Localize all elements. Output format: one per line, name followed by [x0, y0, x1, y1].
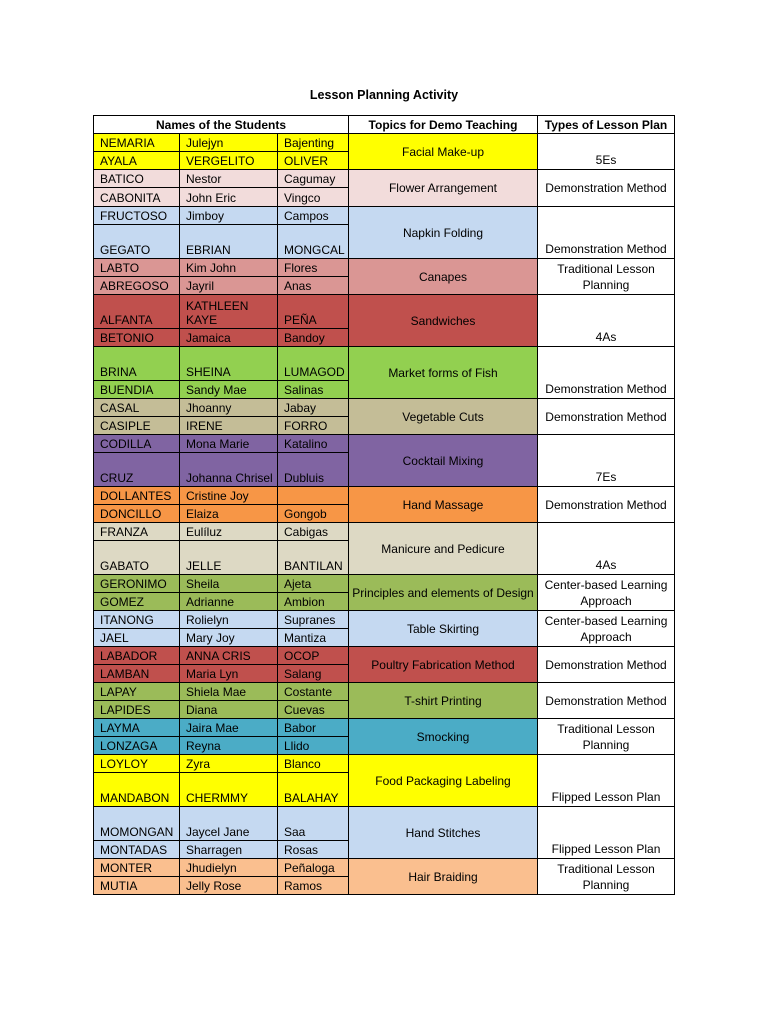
student-middle-name: Mantiza: [278, 629, 349, 647]
student-first-name: Julejyn: [180, 134, 278, 152]
student-first-name: Mary Joy: [180, 629, 278, 647]
student-first-name: Elaiza: [180, 505, 278, 523]
student-middle-name: Jabay: [278, 399, 349, 417]
student-middle-name: Cuevas: [278, 701, 349, 719]
lesson-plan-type: Demonstration Method: [538, 399, 675, 435]
table-row: [94, 487, 675, 505]
demo-topic: Market forms of Fish: [349, 347, 538, 399]
student-last-name: CABONITA: [94, 188, 180, 207]
lesson-plan-type: Demonstration Method: [538, 207, 675, 259]
page-title: Lesson Planning Activity: [309, 88, 459, 102]
student-last-name: DONCILLO: [94, 505, 180, 523]
student-first-name: Jayril: [180, 277, 278, 295]
demo-topic: Poultry Fabrication Method: [349, 647, 538, 683]
student-middle-name: Cabigas: [278, 523, 349, 541]
table-row: [94, 435, 675, 453]
demo-topic: Smocking: [349, 719, 538, 755]
student-first-name: Sheila: [180, 575, 278, 593]
student-last-name: CASIPLE: [94, 417, 180, 435]
student-last-name: BETONIO: [94, 329, 180, 347]
table-row: [94, 259, 675, 277]
student-middle-name: Cagumay: [278, 170, 349, 188]
demo-topic: Hair Braiding: [349, 859, 538, 895]
student-last-name: LAPAY: [94, 683, 180, 701]
student-last-name: GABATO: [94, 541, 180, 575]
student-last-name: MUTIA: [94, 877, 180, 895]
student-last-name: LONZAGA: [94, 737, 180, 755]
lesson-plan-type: Traditional Lesson Planning: [538, 719, 675, 755]
student-middle-name: Flores: [278, 259, 349, 277]
student-middle-name: BALAHAY: [278, 773, 349, 807]
student-middle-name: Babor: [278, 719, 349, 737]
student-last-name: GOMEZ: [94, 593, 180, 611]
table-row: [94, 807, 675, 841]
demo-topic: Napkin Folding: [349, 207, 538, 259]
student-first-name: Jimboy: [180, 207, 278, 225]
student-first-name: Shiela Mae: [180, 683, 278, 701]
student-middle-name: Costante: [278, 683, 349, 701]
student-first-name: Jaycel Jane: [180, 807, 278, 841]
lesson-plan-type: Flipped Lesson Plan: [538, 755, 675, 807]
student-first-name: Rolielyn: [180, 611, 278, 629]
table-row: [94, 295, 675, 329]
student-last-name: LABADOR: [94, 647, 180, 665]
demo-topic: Canapes: [349, 259, 538, 295]
student-first-name: Sandy Mae: [180, 381, 278, 399]
lesson-plan-type: Traditional Lesson Planning: [538, 859, 675, 895]
table-row: [94, 347, 675, 381]
student-first-name: SHEINA: [180, 347, 278, 381]
demo-topic: Hand Stitches: [349, 807, 538, 859]
student-last-name: MONTER: [94, 859, 180, 877]
lesson-plan-type: 4As: [538, 295, 675, 347]
student-last-name: JAEL: [94, 629, 180, 647]
student-first-name: John Eric: [180, 188, 278, 207]
student-middle-name: Blanco: [278, 755, 349, 773]
lesson-plan-type: Flipped Lesson Plan: [538, 807, 675, 859]
student-first-name: Sharragen: [180, 841, 278, 859]
demo-topic: Vegetable Cuts: [349, 399, 538, 435]
table-row: [94, 170, 675, 188]
student-first-name: Nestor: [180, 170, 278, 188]
student-first-name: Maria Lyn: [180, 665, 278, 683]
student-last-name: CODILLA: [94, 435, 180, 453]
student-last-name: MONTADAS: [94, 841, 180, 859]
student-last-name: MANDABON: [94, 773, 180, 807]
lesson-plan-type: Traditional Lesson Planning: [538, 259, 675, 295]
demo-topic: Hand Massage: [349, 487, 538, 523]
student-first-name: KATHLEEN KAYE: [180, 295, 278, 329]
student-last-name: NEMARIA: [94, 134, 180, 152]
student-middle-name: Gongob: [278, 505, 349, 523]
table-row: [94, 207, 675, 225]
student-first-name: Jhudielyn: [180, 859, 278, 877]
student-middle-name: FORRO: [278, 417, 349, 435]
student-first-name: Kim John: [180, 259, 278, 277]
student-first-name: Diana: [180, 701, 278, 719]
student-first-name: Cristine Joy: [180, 487, 278, 505]
lesson-plan-type: Center-based Learning Approach: [538, 611, 675, 647]
student-last-name: CRUZ: [94, 453, 180, 487]
student-middle-name: Ramos: [278, 877, 349, 895]
student-middle-name: Salinas: [278, 381, 349, 399]
table-row: [94, 859, 675, 877]
student-middle-name: Salang: [278, 665, 349, 683]
header-topics: Topics for Demo Teaching: [349, 116, 538, 134]
student-last-name: ALFANTA: [94, 295, 180, 329]
student-last-name: CASAL: [94, 399, 180, 417]
student-first-name: ANNA CRIS: [180, 647, 278, 665]
header-types: Types of Lesson Plan: [538, 116, 675, 134]
demo-topic: Principles and elements of Design: [349, 575, 538, 611]
student-first-name: CHERMMY: [180, 773, 278, 807]
table-row: [94, 575, 675, 593]
student-last-name: FRANZA: [94, 523, 180, 541]
student-first-name: EBRIAN: [180, 225, 278, 259]
student-middle-name: Rosas: [278, 841, 349, 859]
student-middle-name: Katalino: [278, 435, 349, 453]
student-last-name: BATICO: [94, 170, 180, 188]
student-first-name: IRENE: [180, 417, 278, 435]
student-middle-name: Bajenting: [278, 134, 349, 152]
student-middle-name: OCOP: [278, 647, 349, 665]
student-middle-name: PEÑA: [278, 295, 349, 329]
table-row: [94, 683, 675, 701]
student-middle-name: Anas: [278, 277, 349, 295]
lesson-plan-type: Center-based Learning Approach: [538, 575, 675, 611]
demo-topic: T-shirt Printing: [349, 683, 538, 719]
student-first-name: Zyra: [180, 755, 278, 773]
lesson-plan-type: 7Es: [538, 435, 675, 487]
student-middle-name: Ajeta: [278, 575, 349, 593]
student-last-name: BUENDIA: [94, 381, 180, 399]
student-first-name: Jhoanny: [180, 399, 278, 417]
lesson-plan-type: Demonstration Method: [538, 347, 675, 399]
lesson-plan-type: Demonstration Method: [538, 487, 675, 523]
student-last-name: DOLLANTES: [94, 487, 180, 505]
student-last-name: AYALA: [94, 152, 180, 170]
lesson-planning-table: [93, 115, 675, 895]
table-row: [94, 523, 675, 541]
lesson-plan-type: 4As: [538, 523, 675, 575]
lesson-plan-type: Demonstration Method: [538, 647, 675, 683]
student-last-name: GEGATO: [94, 225, 180, 259]
student-middle-name: Ambion: [278, 593, 349, 611]
student-last-name: LABTO: [94, 259, 180, 277]
table-row: [94, 755, 675, 773]
student-first-name: Jamaica: [180, 329, 278, 347]
student-middle-name: Saa: [278, 807, 349, 841]
lesson-plan-type: Demonstration Method: [538, 683, 675, 719]
lesson-plan-type: Demonstration Method: [538, 170, 675, 207]
table-row: [94, 399, 675, 417]
table-row: [94, 647, 675, 665]
student-last-name: LAPIDES: [94, 701, 180, 719]
table-row: [94, 611, 675, 629]
student-middle-name: Supranes: [278, 611, 349, 629]
student-middle-name: Llido: [278, 737, 349, 755]
student-first-name: JELLE: [180, 541, 278, 575]
header-names: Names of the Students: [94, 116, 349, 134]
lesson-plan-type: 5Es: [538, 134, 675, 170]
student-first-name: Eulíluz: [180, 523, 278, 541]
demo-topic: Table Skirting: [349, 611, 538, 647]
student-first-name: Adrianne: [180, 593, 278, 611]
demo-topic: Sandwiches: [349, 295, 538, 347]
student-middle-name: Peñaloga: [278, 859, 349, 877]
student-last-name: ITANONG: [94, 611, 180, 629]
student-first-name: Johanna Chrisel: [180, 453, 278, 487]
student-middle-name: Campos: [278, 207, 349, 225]
student-middle-name: Vingco: [278, 188, 349, 207]
student-last-name: BRINA: [94, 347, 180, 381]
demo-topic: Cocktail Mixing: [349, 435, 538, 487]
student-last-name: ABREGOSO: [94, 277, 180, 295]
student-first-name: Jaira Mae: [180, 719, 278, 737]
student-first-name: Jelly Rose: [180, 877, 278, 895]
student-first-name: Reyna: [180, 737, 278, 755]
demo-topic: Facial Make-up: [349, 134, 538, 170]
student-middle-name: BANTILAN: [278, 541, 349, 575]
table-header-row: [94, 116, 675, 134]
table-row: [94, 134, 675, 152]
student-middle-name: Dubluis: [278, 453, 349, 487]
table-body: [94, 134, 675, 895]
demo-topic: Manicure and Pedicure: [349, 523, 538, 575]
student-last-name: LAMBAN: [94, 665, 180, 683]
student-last-name: GERONIMO: [94, 575, 180, 593]
student-first-name: Mona Marie: [180, 435, 278, 453]
student-middle-name: MONGCAL: [278, 225, 349, 259]
demo-topic: Food Packaging Labeling: [349, 755, 538, 807]
student-last-name: LAYMA: [94, 719, 180, 737]
student-middle-name: Bandoy: [278, 329, 349, 347]
student-last-name: LOYLOY: [94, 755, 180, 773]
table-row: [94, 719, 675, 737]
student-middle-name: OLIVER: [278, 152, 349, 170]
demo-topic: Flower Arrangement: [349, 170, 538, 207]
student-last-name: FRUCTOSO: [94, 207, 180, 225]
student-middle-name: [278, 487, 349, 505]
student-last-name: MOMONGAN: [94, 807, 180, 841]
student-middle-name: LUMAGOD: [278, 347, 349, 381]
student-first-name: VERGELITO: [180, 152, 278, 170]
